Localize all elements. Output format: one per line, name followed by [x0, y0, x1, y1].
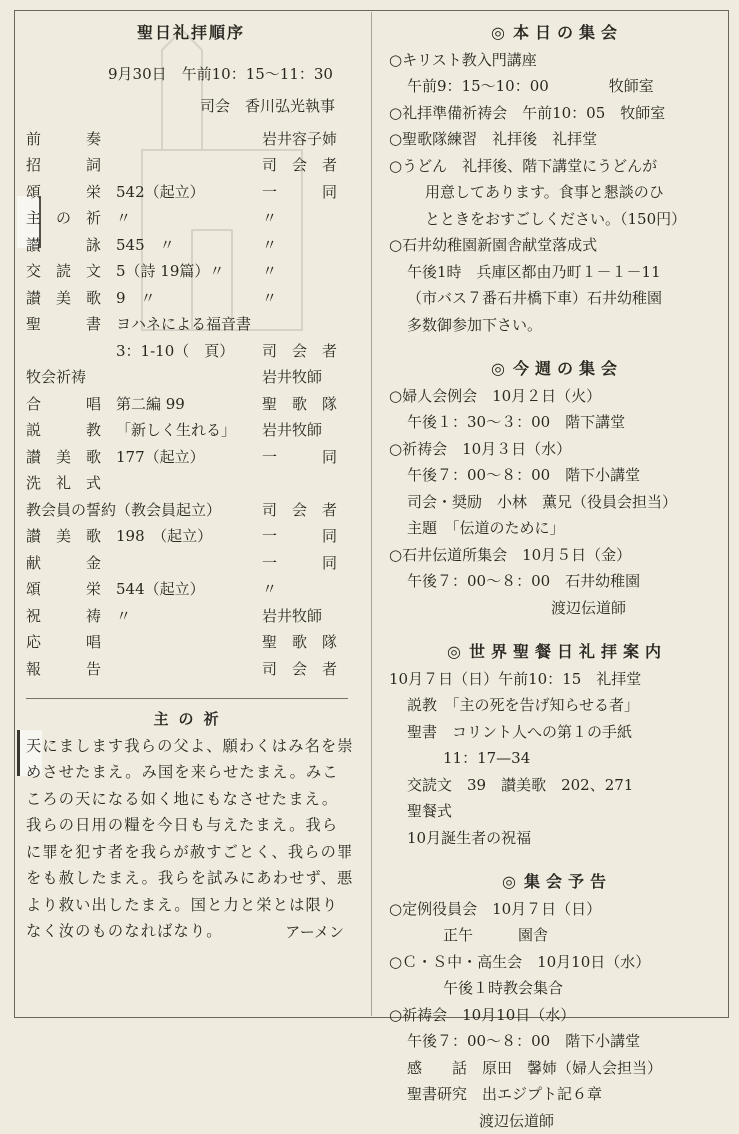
order-row: [26, 497, 356, 524]
lords-prayer-title: 主の祈: [26, 706, 356, 733]
worship-order-column: [26, 20, 356, 945]
order-item: 讃 詠: [26, 232, 101, 259]
order-row: [26, 576, 356, 603]
announcement-line: 聖餐式: [389, 798, 725, 825]
order-person: 一 同: [262, 523, 337, 550]
order-detail: 544（起立）: [116, 576, 205, 603]
order-item: 合 唱: [26, 391, 101, 418]
order-item: 洗 礼 式: [26, 470, 101, 497]
order-person: 司 会 者: [262, 656, 337, 683]
order-detail: 545 〃: [116, 232, 175, 259]
order-row: [26, 417, 356, 444]
bullseye-icon: ◎: [447, 642, 461, 661]
announcement-line: 聖書研究 出エジプト記６章: [389, 1081, 725, 1108]
order-item: 応 唱: [26, 629, 101, 656]
order-detail: 177（起立）: [116, 444, 205, 471]
order-item: 教会員の誓約（教会員起立）: [26, 497, 221, 524]
announcement-line: 用意してあります。食事と懇談のひ: [389, 179, 725, 206]
order-item: 主 の 祈: [26, 205, 101, 232]
announcement-line: （市バス７番石井橋下車）石井幼稚園: [389, 285, 725, 312]
announcement-line: 渡辺伝道師: [389, 1108, 725, 1134]
announcement-line: 主題 「伝道のために」: [389, 515, 725, 542]
order-row: [26, 205, 356, 232]
world-communion-title: ◎ 世界聖餐日礼拝案内: [389, 639, 725, 666]
order-person: 聖 歌 隊: [262, 391, 337, 418]
order-person: 〃: [262, 576, 277, 603]
week-meetings-list: [389, 383, 725, 622]
order-item: 献 金: [26, 550, 101, 577]
amen-text: アーメン: [26, 919, 356, 946]
announcement-line: 感 話 原田 馨姉（婦人会担当）: [389, 1055, 725, 1082]
today-meetings-list: [389, 47, 725, 339]
order-item: 招 詞: [26, 152, 101, 179]
world-communion-list: [389, 666, 725, 852]
order-detail: 9 〃: [116, 285, 156, 312]
announcement-line: 10月誕生者の祝福: [389, 825, 725, 852]
order-detail: 〃: [116, 205, 131, 232]
worship-order-list: [26, 126, 356, 683]
order-person: 岩井牧師: [262, 364, 322, 391]
order-row: [26, 179, 356, 206]
section-divider: [26, 698, 348, 700]
order-item: 報 告: [26, 656, 101, 683]
order-row: [26, 364, 356, 391]
announcement-line: 午後７：00〜８：00 階下小講堂: [389, 1028, 725, 1055]
order-detail: ヨハネによる福音書: [116, 311, 251, 338]
announcement-line: 10月７日（日）午前10：15 礼拝堂: [389, 666, 725, 693]
announcement-line: ○祈祷会 10月10日（水）: [389, 1002, 725, 1029]
order-item: 交 読 文: [26, 258, 101, 285]
order-person: 司 会 者: [262, 338, 337, 365]
order-row: [26, 311, 356, 338]
order-person: 聖 歌 隊: [262, 629, 337, 656]
announcement-line: ○うどん 礼拝後、階下講堂にうどんが: [389, 153, 725, 180]
order-detail: 第二編 99: [116, 391, 185, 418]
announcement-line: 午後７：00〜８：00 階下小講堂: [389, 462, 725, 489]
order-person: 一 同: [262, 444, 337, 471]
order-detail: 198 （起立）: [116, 523, 212, 550]
order-row: [26, 258, 356, 285]
order-row: [26, 338, 356, 365]
order-row: [26, 152, 356, 179]
order-person: 〃: [262, 232, 277, 259]
order-row: [26, 656, 356, 683]
announcement-line: ○祈祷会 10月３日（水）: [389, 436, 725, 463]
order-person: 岩井牧師: [262, 603, 322, 630]
announcement-line: 午後７：00〜８：00 石井幼稚園: [389, 568, 725, 595]
order-person: 岩井牧師: [262, 417, 322, 444]
order-row: [26, 126, 356, 153]
announcement-line: とときをおすごしください。（150円）: [389, 206, 725, 233]
order-item: 頌 栄: [26, 576, 101, 603]
worship-order-title: 聖日礼拝順序: [26, 20, 356, 47]
order-row: [26, 444, 356, 471]
announcement-line: 説教 「主の死を告げ知らせる者」: [389, 692, 725, 719]
order-person: 司 会 者: [262, 497, 337, 524]
order-row: [26, 629, 356, 656]
announcement-line: ○Ｃ・Ｓ中・高生会 10月10日（水）: [389, 949, 725, 976]
bullseye-icon: ◎: [491, 359, 505, 378]
service-host: 司会 香川弘光執事: [26, 93, 356, 120]
order-row: [26, 391, 356, 418]
announcements-column: [389, 20, 725, 1134]
order-row: [26, 285, 356, 312]
order-person: 一 同: [262, 550, 337, 577]
upcoming-meetings-title: ◎ 集会予告: [389, 869, 725, 896]
week-meetings-title: ◎ 今週の集会: [389, 356, 725, 383]
announcement-line: 正午 園舎: [389, 922, 725, 949]
announcement-line: ○石井伝道所集会 10月５日（金）: [389, 542, 725, 569]
announcement-line: 午後１時教会集合: [389, 975, 725, 1002]
order-person: 司 会 者: [262, 152, 337, 179]
bullseye-icon: ◎: [502, 872, 516, 891]
order-person: 〃: [262, 205, 277, 232]
order-item: 頌 栄: [26, 179, 101, 206]
order-person: 一 同: [262, 179, 337, 206]
order-person: 岩井容子姉: [262, 126, 337, 153]
announcement-line: 司会・奨励 小林 薫兄（役員会担当）: [389, 489, 725, 516]
announcement-line: ○婦人会例会 10月２日（火）: [389, 383, 725, 410]
upcoming-meetings-list: [389, 896, 725, 1134]
order-detail: 5（詩 19篇）〃: [116, 258, 224, 285]
lords-prayer-text: 天にまします我らの父よ、願わくはみ名を崇めさせたまえ。み国を来らせたまえ。みこころの天になる如く地にもなさせたまえ。我らの日用の糧を今日も与えたまえ。我らに罪を犯す者を我らが赦すごとく、我らの罪をも赦したまえ。我らを試みにあわせず、悪より救い出したまえ。国と力と栄とは限りなく汝のものなればなり。: [26, 733, 356, 945]
order-row: [26, 603, 356, 630]
order-detail: 3：1-10（ 頁）: [116, 338, 234, 365]
order-person: 〃: [262, 285, 277, 312]
order-detail: 〃: [116, 603, 131, 630]
announcement-line: 11：17—34: [389, 745, 725, 772]
announcement-line: 午後１：30〜３：00 階下講堂: [389, 409, 725, 436]
center-fold-line: [371, 12, 372, 1016]
today-meetings-title: ◎ 本日の集会: [389, 20, 725, 47]
order-row: [26, 523, 356, 550]
order-row: [26, 470, 356, 497]
order-row: [26, 232, 356, 259]
announcement-line: ○礼拝準備祈祷会 午前10：05 牧師室: [389, 100, 725, 127]
order-item: 讃 美 歌: [26, 444, 101, 471]
order-item: 前 奏: [26, 126, 101, 153]
order-row: [26, 550, 356, 577]
announcement-line: 交読文 39 讃美歌 202、271: [389, 772, 725, 799]
announcement-line: 聖書 コリント人への第１の手紙: [389, 719, 725, 746]
announcement-line: 渡辺伝道師: [389, 595, 725, 622]
announcement-line: ○石井幼稚園新園舎献堂落成式: [389, 232, 725, 259]
announcement-line: ○定例役員会 10月７日（日）: [389, 896, 725, 923]
order-item: 祝 祷: [26, 603, 101, 630]
announcement-line: 午前9：15〜10：00 牧師室: [389, 73, 725, 100]
announcement-line: 午後1時 兵庫区都由乃町１－１－11: [389, 259, 725, 286]
bullseye-icon: ◎: [491, 23, 505, 42]
order-person: 〃: [262, 258, 277, 285]
announcement-line: ○聖歌隊練習 礼拝後 礼拝堂: [389, 126, 725, 153]
order-detail: 542（起立）: [116, 179, 205, 206]
announcement-line: ○キリスト教入門講座: [389, 47, 725, 74]
announcement-line: 多数御参加下さい。: [389, 312, 725, 339]
order-item: 牧会祈祷: [26, 364, 86, 391]
order-item: 讃 美 歌: [26, 523, 101, 550]
order-item: 聖 書: [26, 311, 101, 338]
service-date-time: 9月30日 午前10：15〜11：30: [26, 61, 356, 88]
order-item: 讃 美 歌: [26, 285, 101, 312]
order-detail: 「新しく生れる」: [116, 417, 236, 444]
order-item: 説 教: [26, 417, 101, 444]
